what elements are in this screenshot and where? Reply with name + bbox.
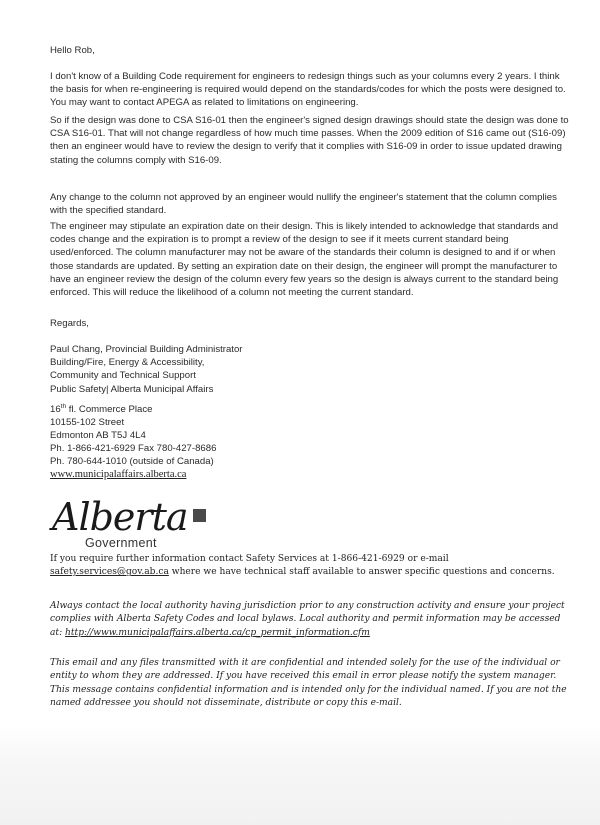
logo-square-icon — [193, 509, 206, 522]
address-block — [50, 403, 570, 443]
contact-text-after: where we have technical staff available to answer specific questions and concerns. — [168, 567, 555, 578]
authority-notice-text: Always contact the local authority having jurisdiction prior to any construction activity and ensure your project complies with Alberta Safety Codes and local bylaws. Local authority and permit information may be accessed at: — [50, 601, 565, 638]
greeting: Hello Rob, — [50, 45, 95, 56]
contact-info-paragraph — [50, 553, 570, 580]
phone-line-1: Ph. 1-866-421-6929 Fax 780-427-8686 — [50, 443, 217, 454]
address-floor — [50, 403, 570, 416]
contact-text-before: If you require further information contact Safety Services at 1-866-421-6929 or e-mail — [50, 554, 449, 564]
safety-services-email-link[interactable]: safety.services@gov.ab.ca — [50, 567, 169, 578]
signature-dept-line-1: Building/Fire, Energy & Accessibility, — [50, 357, 205, 369]
phone-block — [50, 442, 570, 482]
floor-building: fl. Commerce Place — [66, 404, 153, 415]
paragraph-expiration-date: The engineer may stipulate an expiration date on their design. This is likely intended to acknowledge that standards and codes change and the expiration is to prompt a review of the design to see if it meets current standard being used/enforced. The column manufacturer may not be aware of the standards their column is designed to and if or when those standards are updated. By setting an expiration date on their design, the engineer will prompt the manufacturer to have an engineer review the design of the column every few years so the design is always current to the standard being enforced. This will reduce the likelihood of a column not meeting the current standard. — [50, 221, 559, 299]
paragraph-building-code: I don't know of a Building Code requirement for engineers to redesign things such as your columns every 2 years. I think the basis for when re-engineering is required would depend on the standards/codes for which the posts were designed to. You may want to contact APEGA as related to limitations on engineering. — [50, 71, 566, 109]
alberta-government-logo — [52, 495, 222, 555]
alberta-script-wordmark: Alberta — [52, 495, 188, 539]
floor-number: 16 — [50, 404, 61, 415]
signature-block — [50, 343, 570, 396]
address-city: Edmonton AB T5J 4L4 — [50, 430, 146, 442]
confidentiality-notice: This email and any files transmitted with it are confidential and intended solely for the use of the individual or entity to whom they are addressed. If you have received this email in error please notify the system manager. This message contains confidential information and is intended only for the individual named. If you are not the named addressee you should not disseminate, distribute or copy this e-mail. — [50, 658, 567, 709]
authority-notice-paragraph — [50, 600, 570, 640]
closing: Regards, — [50, 318, 89, 329]
paragraph-column-change: Any change to the column not approved by an engineer would nullify the engineer's statement that the column complies with the specified standard. — [50, 192, 557, 217]
paragraph-csa-s16: So if the design was done to CSA S16-01 then the engineer's signed design drawings should state the design was done to CSA S16-01. That will not change regardless of how much time passes. When the 2009 edition of S16 came out (S16-09) then an engineer would have to review the design to verify that it complies with S16-09 in order to issue updated drawing stating the columns comply with S16-09. — [50, 115, 569, 166]
signature-dept-line-2: Community and Technical Support — [50, 370, 196, 382]
floor-suffix: th — [60, 402, 67, 410]
address-street: 10155-102 Street — [50, 417, 125, 429]
website-link[interactable]: www.municipalaffairs.alberta.ca — [50, 469, 187, 481]
logo-subtitle: Government — [85, 536, 157, 550]
phone-line-2: Ph. 780-644-1010 (outside of Canada) — [50, 456, 214, 468]
permit-information-link[interactable]: http://www.municipalaffairs.alberta.ca/cp_permit_information.cfm — [65, 627, 370, 638]
signature-dept-line-3: Public Safety| Alberta Municipal Affairs — [50, 383, 214, 395]
signature-name-title: Paul Chang, Provincial Building Administrator — [50, 344, 243, 355]
